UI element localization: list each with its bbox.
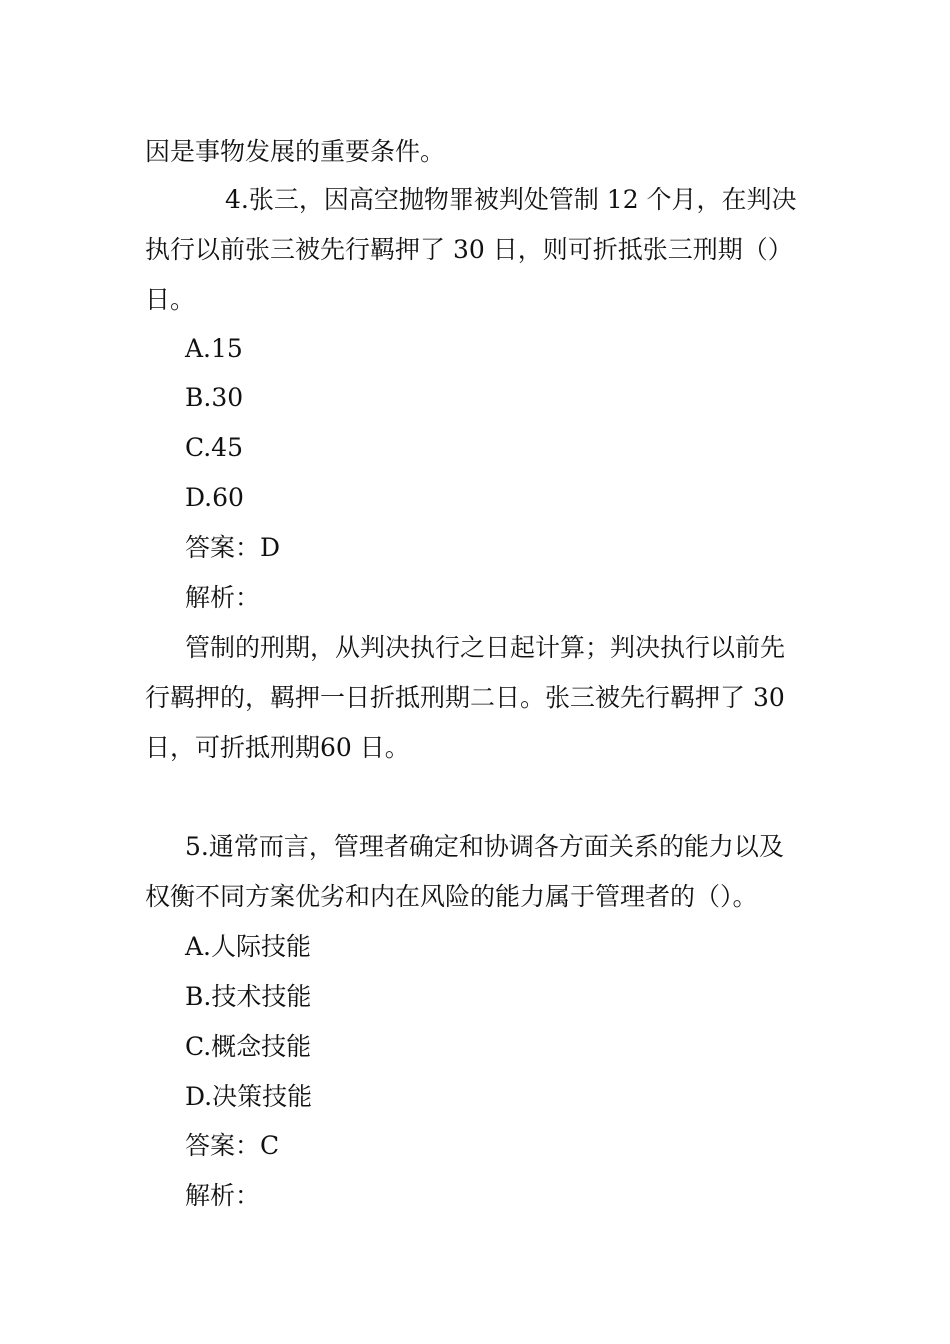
analysis-line: 日，可折抵刑期60 日。: [145, 733, 410, 762]
option-d: D.60: [185, 483, 244, 512]
option-c: C.概念技能: [185, 1032, 312, 1061]
question-stem-line: 执行以前张三被先行羁押了 30 日，则可折抵张三刑期（）: [145, 235, 793, 264]
analysis-label: 解析：: [185, 583, 261, 612]
option-b: B.30: [185, 383, 244, 412]
answer-text: 答案：C: [185, 1131, 280, 1160]
question-stem-line: 日。: [145, 285, 196, 314]
option-b: B.技术技能: [185, 982, 312, 1011]
question-stem-line: 5.通常而言，管理者确定和协调各方面关系的能力以及: [185, 832, 784, 861]
option-a: A.15: [185, 334, 243, 363]
analysis-label: 解析：: [185, 1181, 261, 1210]
option-d: D.决策技能: [185, 1082, 313, 1111]
question-stem-line: 4.张三，因高空抛物罪被判处管制 12 个月，在判决: [225, 185, 797, 214]
lead-in-text: 因是事物发展的重要条件。: [145, 137, 446, 166]
answer-text: 答案：D: [185, 533, 281, 562]
question-stem-line: 权衡不同方案优劣和内在风险的能力属于管理者的（）。: [145, 882, 758, 911]
analysis-line: 行羁押的，羁押一日折抵刑期二日。张三被先行羁押了 30: [145, 683, 785, 712]
option-c: C.45: [185, 433, 243, 462]
option-a: A.人际技能: [185, 932, 312, 961]
analysis-line: 管制的刑期，从判决执行之日起计算；判决执行以前先: [185, 633, 786, 662]
